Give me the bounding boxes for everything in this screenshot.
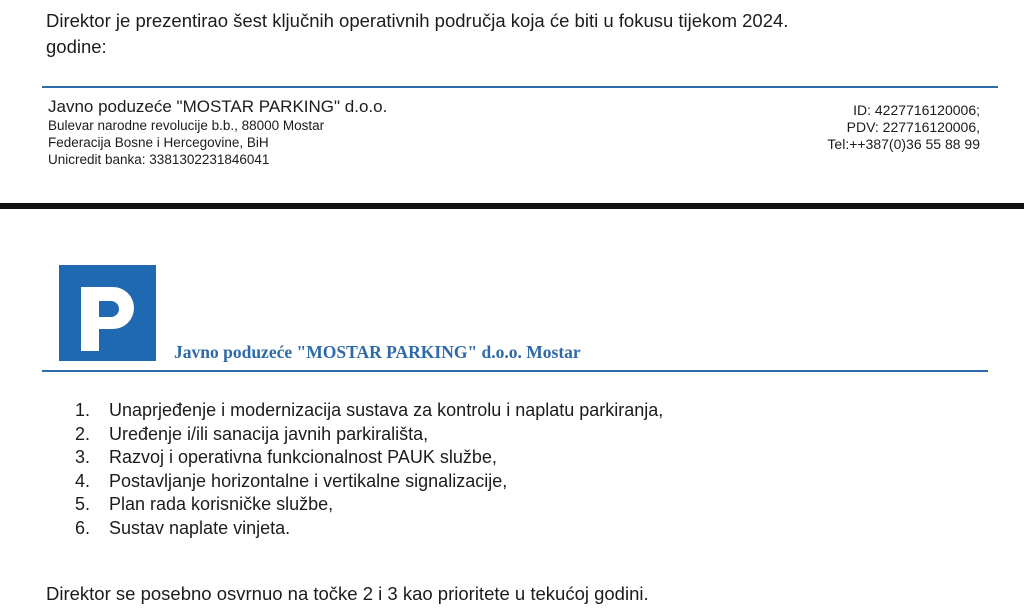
footer-region: Federacija Bosne i Hercegovine, BiH	[48, 135, 269, 150]
list-item-number: 1.	[75, 400, 91, 420]
list-item-text: Unaprjeđenje i modernizacija sustava za kontrolu i naplatu parkiranja,	[109, 400, 664, 420]
closing-paragraph: Direktor se posebno osvrnuo na točke 2 i 3 kao prioritete u tekućoj godini.	[46, 583, 649, 604]
operational-areas-list	[75, 399, 663, 540]
list-item-number: 3.	[75, 447, 91, 467]
footer-contact-left	[48, 97, 387, 168]
footer-address: Bulevar narodne revolucije b.b., 88000 Mostar	[48, 118, 325, 133]
list-item-text: Razvoj i operativna funkcionalnost PAUK službe,	[109, 447, 497, 467]
list-item-number: 6.	[75, 517, 91, 538]
list-item-number: 2.	[75, 423, 91, 444]
intro-line-2: godine:	[46, 36, 107, 57]
list-item	[75, 399, 663, 423]
list-item-number: 5.	[75, 494, 91, 514]
list-item-text: Postavljanje horizontalne i vertikalne signalizacije,	[109, 470, 508, 491]
list-item-text: Sustav naplate vinjeta.	[109, 517, 291, 538]
page-break-bar	[0, 203, 1024, 209]
footer-tel: Tel:++387(0)36 55 88 99	[827, 136, 980, 152]
intro-paragraph	[46, 8, 996, 60]
letterhead-divider	[42, 370, 988, 372]
letterhead-company-title: Javno poduzeće "MOSTAR PARKING" d.o.o. Mostar	[174, 342, 581, 362]
list-item-number: 4.	[75, 470, 91, 491]
list-item	[75, 470, 663, 494]
list-item	[75, 446, 663, 470]
footer-pdv: PDV: 227716120006,	[846, 119, 980, 135]
list-item-text: Uređenje i/ili sanacija javnih parkirališta,	[109, 423, 429, 444]
list-item-text: Plan rada korisničke službe,	[109, 494, 334, 514]
list-item	[75, 493, 663, 517]
list-item	[75, 423, 663, 447]
list-item	[75, 517, 663, 541]
footer-contact-right	[827, 102, 980, 153]
footer-company-name: Javno poduzeće "MOSTAR PARKING" d.o.o.	[48, 97, 388, 116]
footer-id: ID: 4227716120006;	[853, 102, 980, 118]
intro-line-1: Direktor je prezentirao šest ključnih operativnih područja koja će biti u fokusu tijekom 2024.	[46, 10, 789, 31]
footer-bank: Unicredit banka: 3381302231846041	[48, 152, 270, 167]
footer-divider	[42, 86, 998, 88]
parking-p-logo-icon	[59, 265, 156, 361]
